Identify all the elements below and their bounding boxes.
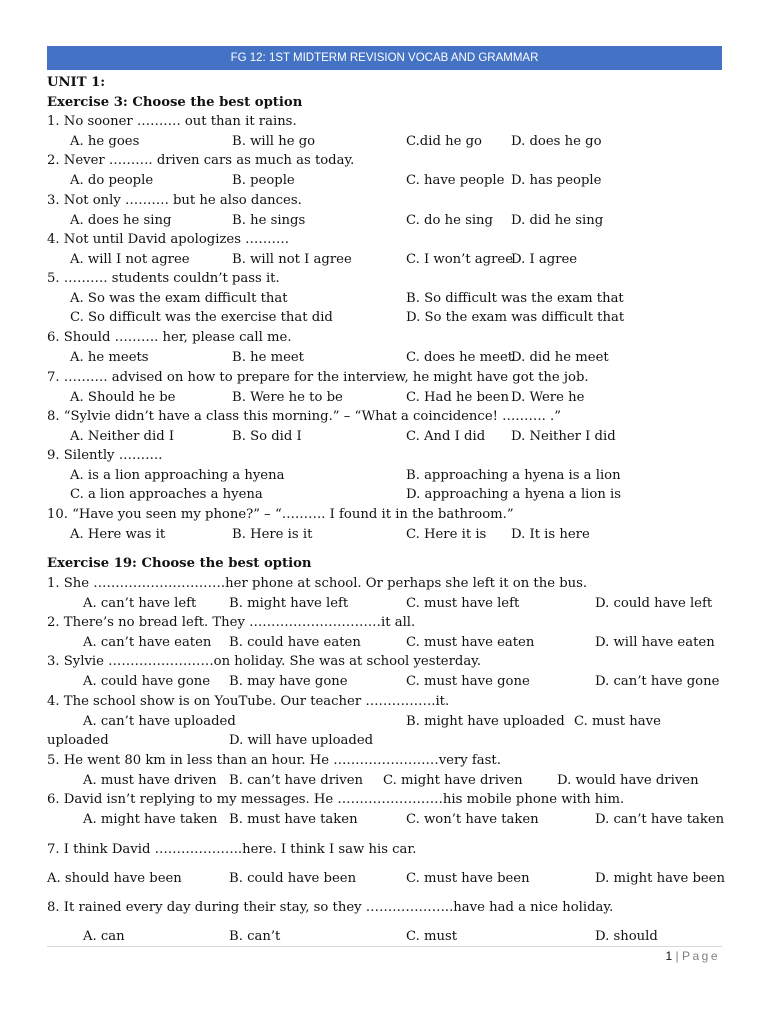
ex3-question-9: 9. Silently ………. — [47, 448, 163, 463]
ex3-q6-option-a: A. he meets — [70, 350, 149, 365]
ex3-q2-option-a: A. do people — [70, 173, 154, 188]
ex19-q4-option-b: B. might have uploaded — [406, 714, 565, 729]
ex3-q9-option-d: D. approaching a hyena a lion is — [406, 487, 622, 502]
ex19-q3-option-b: B. may have gone — [229, 674, 348, 689]
ex3-q1-option-b: B. will he go — [232, 134, 316, 149]
ex19-question-7: 7. I think David ………………..here. I think I saw his car. — [47, 842, 417, 857]
ex3-q6-option-d: D. did he meet — [511, 350, 609, 365]
ex19-q1-option-a: A. can’t have left — [83, 596, 197, 611]
ex19-q8-option-b: B. can’t — [229, 929, 281, 944]
ex3-q9-option-a: A. is a lion approaching a hyena — [70, 468, 285, 483]
ex3-q6-option-c: C. does he meet — [406, 350, 514, 365]
ex3-q5-option-c: C. So difficult was the exercise that did — [70, 310, 333, 325]
ex3-question-6: 6. Should ………. her, please call me. — [47, 330, 292, 345]
ex19-q4-option-c: C. must have — [574, 714, 661, 729]
ex19-q5-option-b: B. can’t have driven — [229, 773, 364, 788]
ex19-question-5: 5. He went 80 km in less than an hour. He ……………………very fast. — [47, 753, 501, 768]
ex19-q6-option-c: C. won’t have taken — [406, 812, 539, 827]
ex19-q2-option-b: B. could have eaten — [229, 635, 361, 650]
ex3-q2-option-d: D. has people — [511, 173, 602, 188]
ex19-q4-option-d: D. will have uploaded — [229, 733, 374, 748]
ex19-q8-option-a: A. can — [83, 929, 125, 944]
ex3-q3-option-a: A. does he sing — [70, 213, 172, 228]
ex3-question-4: 4. Not until David apologizes ………. — [47, 232, 289, 247]
ex3-q10-option-c: C. Here it is — [406, 527, 487, 542]
footer-separator: | — [675, 949, 679, 963]
ex3-q8-option-c: C. And I did — [406, 429, 486, 444]
ex19-q5-option-a: A. must have driven — [83, 773, 217, 788]
ex3-q10-option-a: A. Here was it — [70, 527, 166, 542]
ex3-q4-option-a: A. will I not agree — [70, 252, 190, 267]
ex3-q3-option-c: C. do he sing — [406, 213, 493, 228]
ex3-q2-option-c: C. have people — [406, 173, 505, 188]
ex19-q1-option-c: C. must have left — [406, 596, 520, 611]
ex19-q3-option-c: C. must have gone — [406, 674, 530, 689]
ex3-q4-option-d: D. I agree — [511, 252, 578, 267]
ex19-q2-option-c: C. must have eaten — [406, 635, 535, 650]
ex3-q4-option-b: B. will not I agree — [232, 252, 352, 267]
ex19-q5-option-c: C. might have driven — [383, 773, 523, 788]
ex3-question-3: 3. Not only ………. but he also dances. — [47, 193, 302, 208]
ex3-q1-option-c: C.did he go — [406, 134, 482, 149]
ex19-q7-option-c: C. must have been — [406, 871, 530, 886]
ex19-question-2: 2. There’s no bread left. They …………………………it all. — [47, 615, 416, 630]
ex3-q1-option-a: A. he goes — [70, 134, 140, 149]
ex3-q2-option-b: B. people — [232, 173, 295, 188]
ex3-q5-option-a: A. So was the exam difficult that — [70, 291, 288, 306]
document-header-banner: FG 12: 1ST MIDTERM REVISION VOCAB AND GRAMMAR — [47, 46, 722, 70]
ex3-q10-option-b: B. Here is it — [232, 527, 313, 542]
ex19-q4-option-a: A. can’t have uploaded — [83, 714, 236, 729]
ex19-q1-option-d: D. could have left — [595, 596, 713, 611]
ex3-q4-option-c: C. I won’t agree — [406, 252, 514, 267]
ex3-question-10: 10. “Have you seen my phone?” – “………. I found it in the bathroom.” — [47, 507, 514, 522]
ex19-q8-option-d: D. should — [595, 929, 658, 944]
ex19-q7-option-b: B. could have been — [229, 871, 357, 886]
ex19-q7-option-d: D. might have been — [595, 871, 725, 886]
ex3-q9-option-c: C. a lion approaches a hyena — [70, 487, 263, 502]
ex3-question-2: 2. Never ………. driven cars as much as today. — [47, 153, 355, 168]
ex19-question-8: 8. It rained every day during their stay, so they ………………..have had a nice holiday. — [47, 900, 614, 915]
ex19-q8-option-c: C. must — [406, 929, 458, 944]
exercise-19-title: Exercise 19: Choose the best option — [47, 556, 312, 571]
ex3-q8-option-a: A. Neither did I — [70, 429, 175, 444]
ex3-q5-option-d: D. So the exam was difficult that — [406, 310, 625, 325]
exercise-3-title: Exercise 3: Choose the best option — [47, 95, 303, 110]
ex19-q6-option-a: A. might have taken — [83, 812, 218, 827]
ex19-q6-option-d: D. can’t have taken — [595, 812, 725, 827]
ex19-q6-option-b: B. must have taken — [229, 812, 358, 827]
ex3-q7-option-d: D. Were he — [511, 390, 585, 405]
ex19-question-1: 1. She …………………………her phone at school. Or perhaps she left it on the bus. — [47, 576, 588, 591]
ex19-question-6: 6. David isn’t replying to my messages. He ……………………his mobile phone with him. — [47, 792, 625, 807]
ex19-q7-option-a: A. should have been — [47, 871, 182, 886]
ex19-q2-option-d: D. will have eaten — [595, 635, 715, 650]
ex19-q1-option-b: B. might have left — [229, 596, 349, 611]
ex3-q9-option-b: B. approaching a hyena is a lion — [406, 468, 621, 483]
ex19-q4-option-c-continued: uploaded — [47, 733, 109, 748]
ex3-q8-option-b: B. So did I — [232, 429, 302, 444]
ex3-q6-option-b: B. he meet — [232, 350, 304, 365]
ex3-q7-option-b: B. Were he to be — [232, 390, 343, 405]
ex19-q3-option-a: A. could have gone — [83, 674, 211, 689]
ex3-q3-option-d: D. did he sing — [511, 213, 604, 228]
ex3-q1-option-d: D. does he go — [511, 134, 602, 149]
ex3-question-5: 5. ………. students couldn’t pass it. — [47, 271, 280, 286]
ex3-q10-option-d: D. It is here — [511, 527, 590, 542]
unit-heading: UNIT 1: — [47, 75, 106, 90]
ex3-q3-option-b: B. he sings — [232, 213, 306, 228]
ex3-question-7: 7. ………. advised on how to prepare for the interview, he might have got the job. — [47, 370, 589, 385]
ex19-q5-option-d: D. would have driven — [557, 773, 699, 788]
ex19-q3-option-d: D. can’t have gone — [595, 674, 720, 689]
ex3-q8-option-d: D. Neither I did — [511, 429, 616, 444]
ex3-question-8: 8. “Sylvie didn’t have a class this morning.” – “What a coincidence! ………. .” — [47, 409, 561, 424]
footer-divider — [47, 946, 722, 947]
ex3-q7-option-c: C. Had he been — [406, 390, 510, 405]
ex19-question-3: 3. Sylvie ……………………on holiday. She was at school yesterday. — [47, 654, 482, 669]
ex3-q5-option-b: B. So difficult was the exam that — [406, 291, 624, 306]
ex19-q2-option-a: A. can’t have eaten — [83, 635, 212, 650]
page-footer — [665, 947, 720, 965]
page-label: Page — [681, 949, 720, 963]
page-number: 1 — [665, 949, 673, 963]
ex19-question-4: 4. The school show is on YouTube. Our teacher …………….it. — [47, 694, 450, 709]
ex3-question-1: 1. No sooner ………. out than it rains. — [47, 114, 297, 129]
ex3-q7-option-a: A. Should he be — [70, 390, 176, 405]
